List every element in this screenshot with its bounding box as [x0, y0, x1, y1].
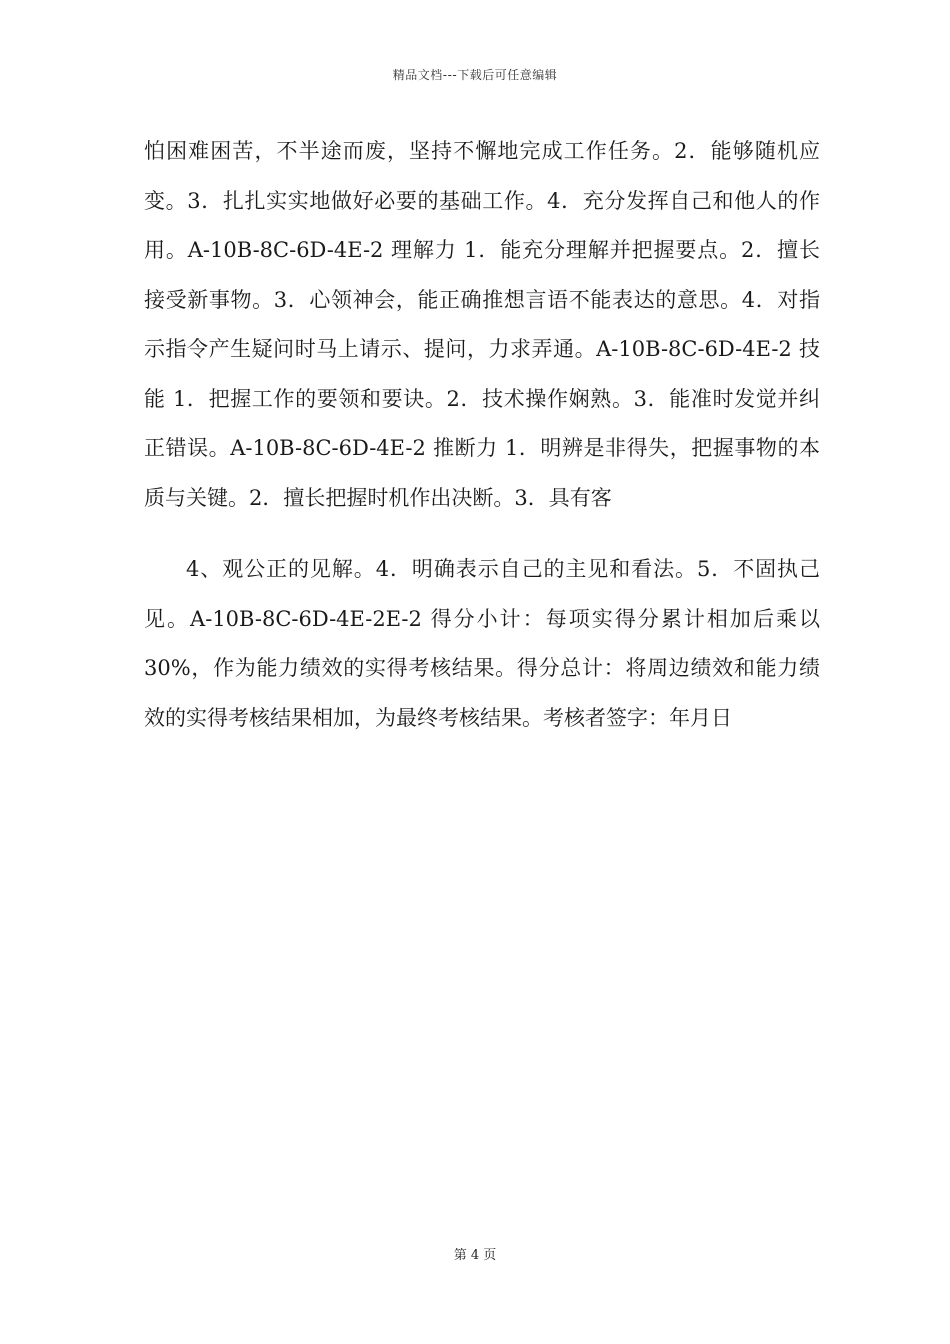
body-paragraph-2: 4、观公正的见解。4．明确表示自己的主见和看法。5．不固执己见。A-10B-8C-6D-4E-2E-2 得分小计：每项实得分累计相加后乘以 30%，作为能力绩效的实得考核结果。得分总计：将周边绩效和能力绩效的实得考核结果相加，为最终考核结果。考核者签字：年月日 [144, 557, 820, 730]
body-paragraph-1: 怕困难困苦，不半途而废，坚持不懈地完成工作任务。2．能够随机应变。3．扎扎实实地做好必要的基础工作。4．充分发挥自己和他人的作用。A-10B-8C-6D-4E-2 理解力 1．能充分理解并把握要点。2．擅长接受新事物。3．心领神会，能正确推想言语不能表达的意思。4．对指示指令产生疑问时马上请示、提问，力求弄通。A-10B-8C-6D-4E-2 技能 1．把握工作的要领和要诀。2．技术操作娴熟。3．能准时发觉并纠正错误。A-10B-8C-6D-4E-2 推断力 1．明辨是非得失，把握事物的本质与关键。2．擅长把握时机作出决断。3．具有客 [144, 139, 820, 510]
document-body [144, 127, 820, 743]
page-number: 第 4 页 [453, 1248, 497, 1263]
page-header: 精品文档---下载后可任意编辑 [392, 68, 558, 82]
